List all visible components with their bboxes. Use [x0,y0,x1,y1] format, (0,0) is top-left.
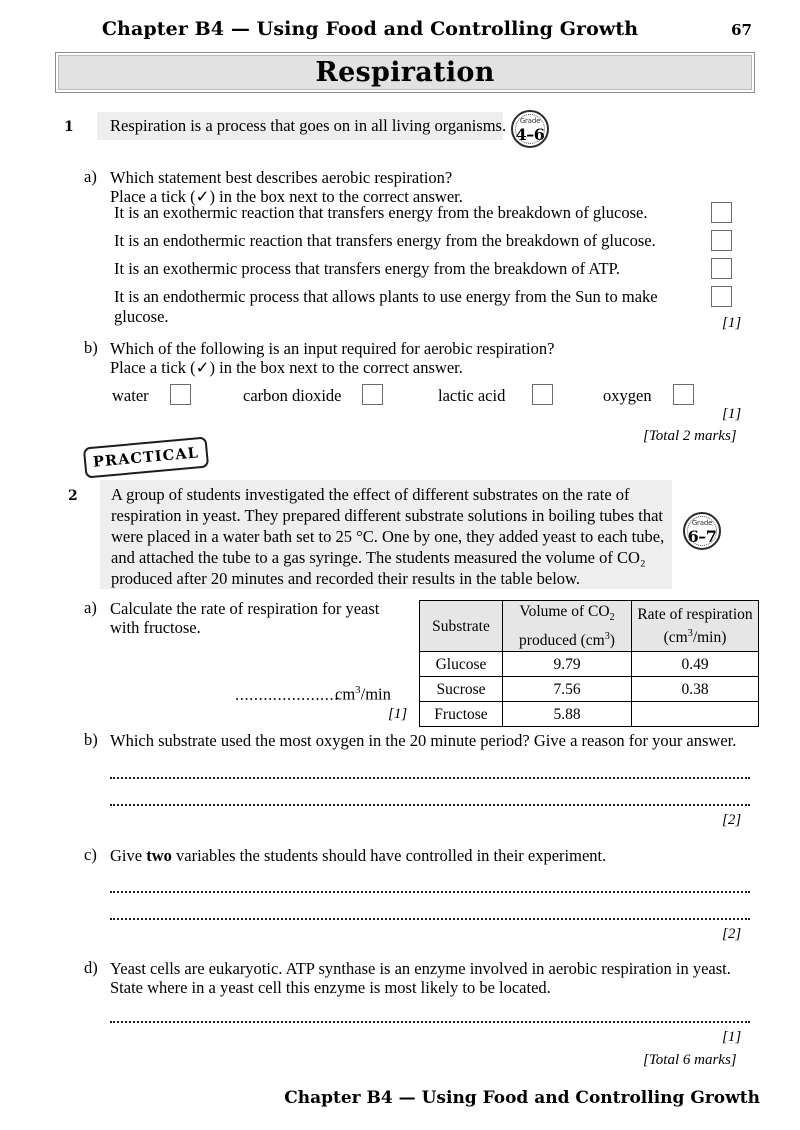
table-header-row [420,601,759,652]
footer-chapter-title: Chapter B4 — Using Food and Controlling Growth [284,1088,760,1108]
table-row [420,652,759,677]
q1-part-a-label: a) [84,167,97,186]
cell-volume-fructose: 5.88 [503,702,632,727]
grade-badge-range: 6–7 [687,527,717,546]
q2b-marks: [2] [722,812,742,828]
grade-badge-6-7 [683,512,721,550]
topic-title: Respiration [315,57,495,88]
topic-banner [55,52,755,93]
q1b-option-lactic-acid-checkbox[interactable] [532,384,553,405]
q1b-option-lactic-acid-text: lactic acid [438,386,506,405]
cell-rate-sucrose: 0.38 [632,677,759,702]
table-row [420,677,759,702]
q1a-option-4-checkbox[interactable] [711,286,732,307]
q2d-answer-line-1[interactable] [110,1019,750,1023]
q2-total-marks: [Total 6 marks] [643,1052,737,1068]
q1b-option-water-checkbox[interactable] [170,384,191,405]
q1b-marks: [1] [722,406,742,422]
table-header-substrate: Substrate [420,601,503,652]
q1a-option-3-checkbox[interactable] [711,258,732,279]
q1-total-marks: [Total 2 marks] [643,428,737,444]
q2c-marks: [2] [722,926,742,942]
q1b-option-oxygen-checkbox[interactable] [673,384,694,405]
q1a-option-2-checkbox[interactable] [711,230,732,251]
grade-badge-word: Grade [519,117,541,125]
table-header-volume: Volume of $CO_2$ produced $(cm^3)$ [503,601,632,652]
q2b-answer-line-2[interactable] [110,802,750,806]
page-number: 67 [731,21,752,39]
cell-volume-glucose: 9.79 [503,652,632,677]
q1b-option-carbon-dioxide-text: carbon dioxide [243,386,342,405]
cell-rate-glucose: 0.49 [632,652,759,677]
practical-tag-label: PRACTICAL [92,444,200,471]
q1-part-a-text-line2: Place a tick (✓) in the box next to the correct answer. [110,187,463,206]
q1a-option-3-text: It is an exothermic process that transfers energy from the breakdown of ATP. [114,259,621,278]
q1b-option-water-text: water [112,386,149,405]
question-2-stem-line-1: A group of students investigated the effect of different substrates on the rate of [111,485,630,504]
q1a-option-1-text: It is an exothermic reaction that transfers energy from the breakdown of glucose. [114,203,648,222]
question-2-stem-line-5: produced after 20 minutes and recorded their results in the table below. [111,569,581,588]
grade-badge-range: 4–6 [515,125,545,144]
cell-substrate-glucose: Glucose [420,652,503,677]
q1a-option-1-checkbox[interactable] [711,202,732,223]
q1-part-b-text-line2: Place a tick (✓) in the box next to the correct answer. [110,358,463,377]
q2b-answer-line-1[interactable] [110,775,750,779]
question-2-number: 2 [68,488,78,504]
cell-rate-fructose[interactable] [632,702,759,727]
q1-part-a-text-line1: Which statement best describes aerobic respiration? [110,168,453,187]
q1a-option-2-text: It is an endothermic reaction that transfers energy from the breakdown of glucose. [114,231,656,250]
q2-part-c-label: c) [84,845,97,864]
q2-part-a-text-line1: Calculate the rate of respiration for yeast [110,599,380,618]
q2a-marks: [1] [388,706,408,722]
q2-part-a-text-line2: with fructose. [110,618,201,637]
q2-part-c-text [110,845,750,867]
question-1-stem: Respiration is a process that goes on in all living organisms. [110,116,507,135]
q2d-marks: [1] [722,1029,742,1045]
header-chapter-title: Chapter B4 — Using Food and Controlling Growth [101,18,639,40]
question-2-stem-line-3: were placed in a water bath set to 25 °C. One by one, they added yeast to each tube, [111,527,665,546]
q2-part-b-text: Which substrate used the most oxygen in the 20 minute period? Give a reason for your answer. [110,731,737,750]
table-header-rate: Rate of respiration $(cm^3/\min)$ [632,601,759,652]
cell-substrate-fructose: Fructose [420,702,503,727]
q1a-option-4-text: It is an endothermic process that allows plants to use energy from the Sun to make glucose. [114,287,658,326]
q2a-answer-line[interactable]: ...................... [235,685,339,704]
q1b-option-carbon-dioxide-checkbox[interactable] [362,384,383,405]
grade-badge-word: Grade [691,519,713,527]
q1a-marks: [1] [722,315,742,331]
results-table [419,600,759,727]
cell-volume-sucrose: 7.56 [503,677,632,702]
q2-part-d-label: d) [84,958,98,977]
q2c-text-suffix: variables the students should have controlled in their experiment. [171,846,607,865]
cell-substrate-sucrose: Sucrose [420,677,503,702]
q2-part-d-text-line2: State where in a yeast cell this enzyme is most likely to be located. [110,978,551,997]
question-2-stem-line-4: and attached the tube to a gas syringe. The students measured the volume of CO₂ [111,548,646,567]
q2c-text-prefix: Give [110,846,147,865]
question-2-stem-line-2: respiration in yeast. They prepared different substrate solutions in boiling tubes that [111,506,664,525]
q2-part-a-label: a) [84,598,97,617]
q2-part-d-text-line1: Yeast cells are eukaryotic. ATP synthase is an enzyme involved in aerobic respiration in yeast. [110,959,731,978]
table-row [420,702,759,727]
q2c-text-bold: two [146,846,172,865]
q2c-answer-line-1[interactable] [110,889,750,893]
question-1-number: 1 [64,119,74,135]
q1-part-b-text-line1: Which of the following is an input required for aerobic respiration? [110,339,555,358]
q2-part-b-label: b) [84,730,98,749]
q2c-answer-line-2[interactable] [110,916,750,920]
grade-badge-4-6 [511,110,549,148]
q1b-option-oxygen-text: oxygen [603,386,652,405]
q2a-answer-unit: $cm^3/\min$ [335,684,391,704]
practical-tag [83,436,209,478]
running-header [0,18,800,44]
q1-part-b-label: b) [84,338,98,357]
